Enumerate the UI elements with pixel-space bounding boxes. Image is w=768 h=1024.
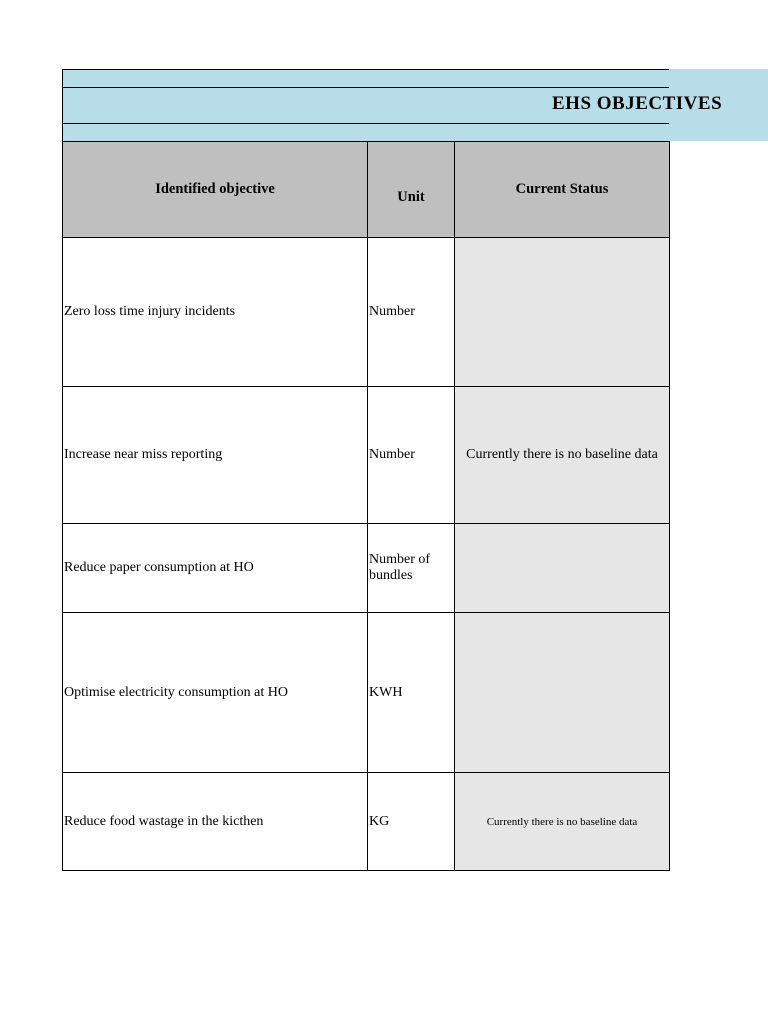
objective-cell: Optimise electricity consumption at HO <box>63 613 368 773</box>
table-row <box>63 387 670 524</box>
unit-cell: KWH <box>368 613 455 773</box>
unit-cell: KG <box>368 773 455 871</box>
ehs-objectives-sheet <box>62 69 723 871</box>
title-banner <box>62 69 723 141</box>
header-status: Current Status <box>455 142 670 238</box>
table-row <box>63 773 670 871</box>
status-cell <box>455 524 670 613</box>
table-row <box>63 524 670 613</box>
banner-rule-lower <box>62 123 669 124</box>
objectives-table <box>62 141 670 871</box>
header-row <box>63 142 670 238</box>
status-cell <box>455 613 670 773</box>
table-row <box>63 238 670 387</box>
header-objective: Identified objective <box>63 142 368 238</box>
objective-cell: Reduce food wastage in the kicthen <box>63 773 368 871</box>
unit-cell: Number <box>368 387 455 524</box>
objective-cell: Reduce paper consumption at HO <box>63 524 368 613</box>
unit-cell: Number of bundles <box>368 524 455 613</box>
objective-cell: Increase near miss reporting <box>63 387 368 524</box>
banner-title: EHS OBJECTIVES <box>552 93 723 114</box>
status-cell: Currently there is no baseline data <box>455 387 670 524</box>
banner-title-clip <box>62 87 723 123</box>
objective-cell: Zero loss time injury incidents <box>63 238 368 387</box>
header-unit: Unit <box>368 142 455 238</box>
status-cell: Currently there is no baseline data <box>455 773 670 871</box>
status-cell <box>455 238 670 387</box>
table-row <box>63 613 670 773</box>
banner-rule-top <box>62 69 669 70</box>
unit-cell: Number <box>368 238 455 387</box>
